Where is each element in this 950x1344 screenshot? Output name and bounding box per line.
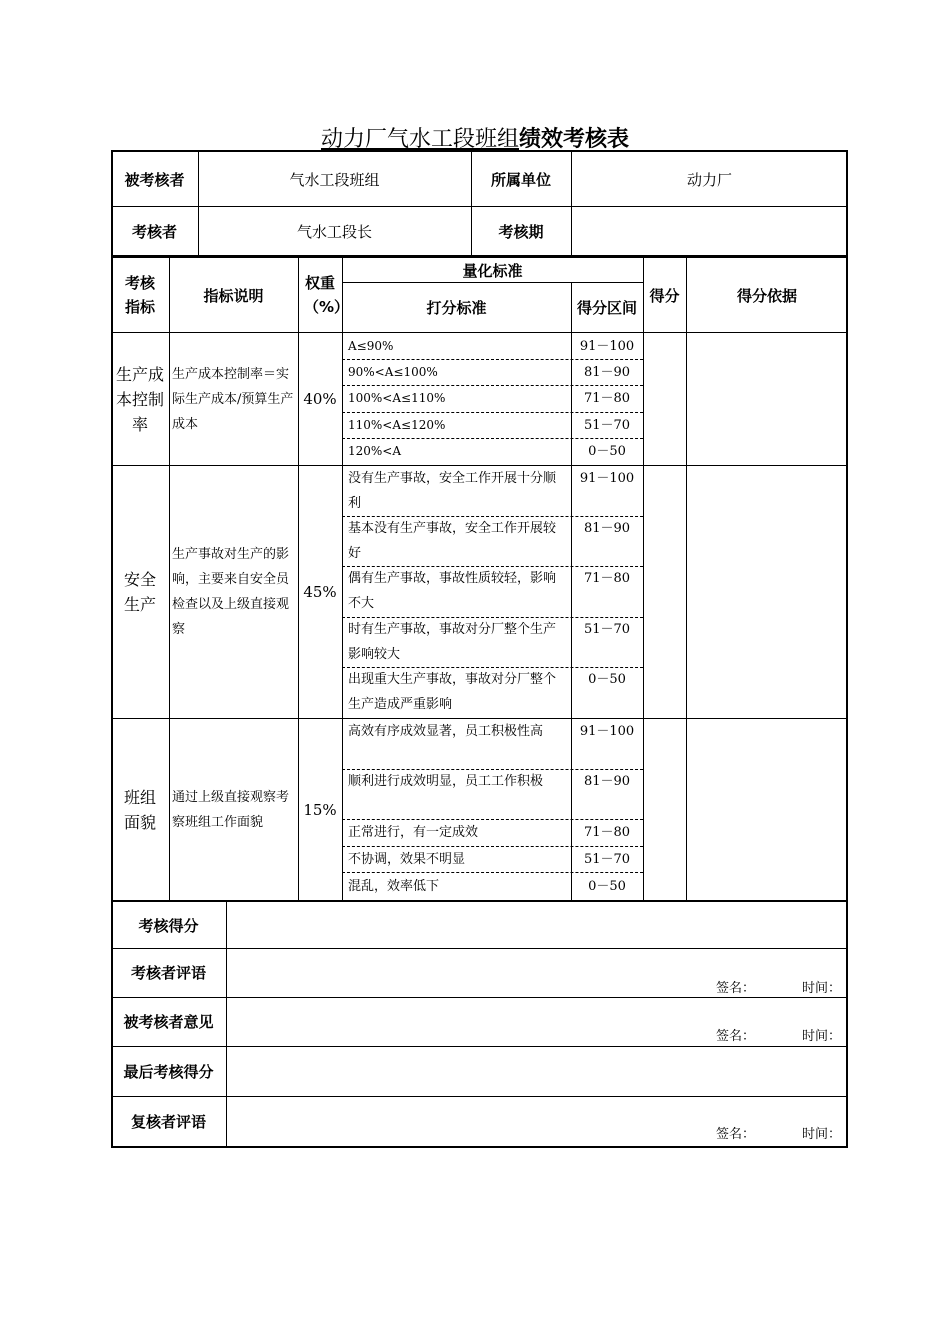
- footer-reviewer-comment-label: 复核者评语: [130, 1112, 206, 1131]
- header-description: 指标说明: [203, 286, 264, 305]
- section-1-description: 生产成本控制率＝实际生产成本/预算生产成本: [172, 366, 294, 432]
- section-1-criterion-5: 120%<A: [348, 444, 402, 458]
- section-2-criterion-3: 偶有生产事故，事故性质较轻，影响不大: [348, 571, 557, 611]
- footer-assessor-comment-label: 考核者评语: [130, 964, 206, 982]
- section-2-criterion-2: 基本没有生产事故，安全工作开展较好: [348, 521, 557, 561]
- section-2-range-2: 81－90: [583, 521, 631, 536]
- section-1-range-5: 0－50: [588, 444, 626, 459]
- section-3-criterion-2: 顺利进行成效明显，员工工作积极: [348, 774, 544, 789]
- section-3-criterion-3: 正常进行，有一定成效: [348, 825, 479, 840]
- footer-score-label: 考核得分: [138, 916, 199, 935]
- footer-final-score-value[interactable]: [227, 1046, 846, 1096]
- time-label-1: 时间：: [802, 981, 842, 996]
- section-3-range-3: 71－80: [583, 825, 631, 840]
- section-1-range-4: 51－70: [583, 417, 631, 433]
- section-3-criterion-1: 高效有序成效显著，员工积极性高: [348, 724, 544, 739]
- header-quant: 量化标准: [462, 261, 523, 280]
- section-2-indicator: 安全生产: [123, 570, 156, 614]
- section-1-weight: 40%: [303, 390, 337, 408]
- header-indicator: 考核指标: [124, 274, 155, 316]
- title-part1: 动力厂气水工段班组: [320, 127, 519, 152]
- section-2-range-5: 0－50: [588, 672, 626, 687]
- sign-label-2: 签名：: [716, 1029, 756, 1044]
- header-scoring-criteria: 打分标准: [426, 298, 487, 317]
- unit-label: 所属单位: [490, 170, 551, 189]
- section-1-criterion-1: A≤90%: [348, 338, 394, 353]
- period-label: 考核期: [498, 222, 544, 241]
- section-2-range-1: 91－100: [579, 471, 635, 486]
- assessor-value: 气水工段长: [296, 222, 372, 241]
- section-3-indicator: 班组面貌: [123, 788, 156, 832]
- section-2-range-4: 51－70: [583, 622, 631, 637]
- section-3-range-4: 51－70: [583, 851, 631, 867]
- section-3-range-1: 91－100: [579, 724, 635, 739]
- assessee-value: 气水工段班组: [289, 170, 380, 189]
- footer-final-score-label: 最后考核得分: [123, 1062, 214, 1081]
- section-3-range-5: 0－50: [588, 878, 626, 894]
- section-1-criterion-4: 110%<A≤120%: [348, 417, 446, 432]
- section-1-range-1: 91－100: [579, 338, 635, 354]
- time-label-2: 时间：: [802, 1029, 842, 1044]
- section-2-description: 生产事故对生产的影响，主要来自安全员检查以及上级直接观察: [172, 547, 290, 637]
- period-value[interactable]: [571, 206, 848, 256]
- section-1-criterion-2: 90%<A≤100%: [348, 364, 438, 379]
- section-2-criterion-1: 没有生产事故，安全工作开展十分顺利: [348, 471, 557, 511]
- sign-label-1: 签名：: [716, 981, 756, 996]
- footer-assessee-opinion-label: 被考核者意见: [123, 1013, 214, 1031]
- header-score-range: 得分区间: [576, 298, 637, 317]
- footer-score-value[interactable]: [227, 902, 846, 948]
- section-1-indicator: 生产成本控制率: [115, 364, 164, 434]
- section-2-criterion-4: 时有生产事故，事故对分厂整个生产影响较大: [348, 622, 557, 662]
- section-3-criterion-4: 不协调，效果不明显: [348, 851, 466, 867]
- section-1-criterion-3: 100%<A≤110%: [348, 391, 446, 405]
- section-3-description: 通过上级直接观察考察班组工作面貌: [172, 790, 290, 830]
- section-3-criterion-5: 混乱，效率低下: [348, 878, 440, 894]
- section-3-weight: 15%: [303, 801, 337, 819]
- assessee-label: 被考核者: [124, 170, 185, 189]
- page-title: [0, 122, 950, 153]
- assessor-label: 考核者: [131, 222, 177, 241]
- section-2-range-3: 71－80: [583, 571, 631, 586]
- title-part2: 绩效考核表: [519, 127, 630, 152]
- time-label-3: 时间：: [802, 1127, 842, 1142]
- header-basis: 得分依据: [736, 286, 797, 305]
- section-3-range-2: 81－90: [583, 774, 631, 789]
- section-2-criterion-5: 出现重大生产事故，事故对分厂整个生产造成严重影响: [348, 672, 557, 712]
- section-2-weight: 45%: [303, 583, 337, 601]
- header-score: 得分: [649, 286, 680, 305]
- header-weight: 权重（%）: [304, 274, 350, 316]
- unit-value: 动力厂: [686, 170, 732, 189]
- sign-label-3: 签名：: [716, 1127, 756, 1142]
- section-1-range-2: 81－90: [583, 364, 631, 380]
- section-1-range-3: 71－80: [583, 391, 631, 406]
